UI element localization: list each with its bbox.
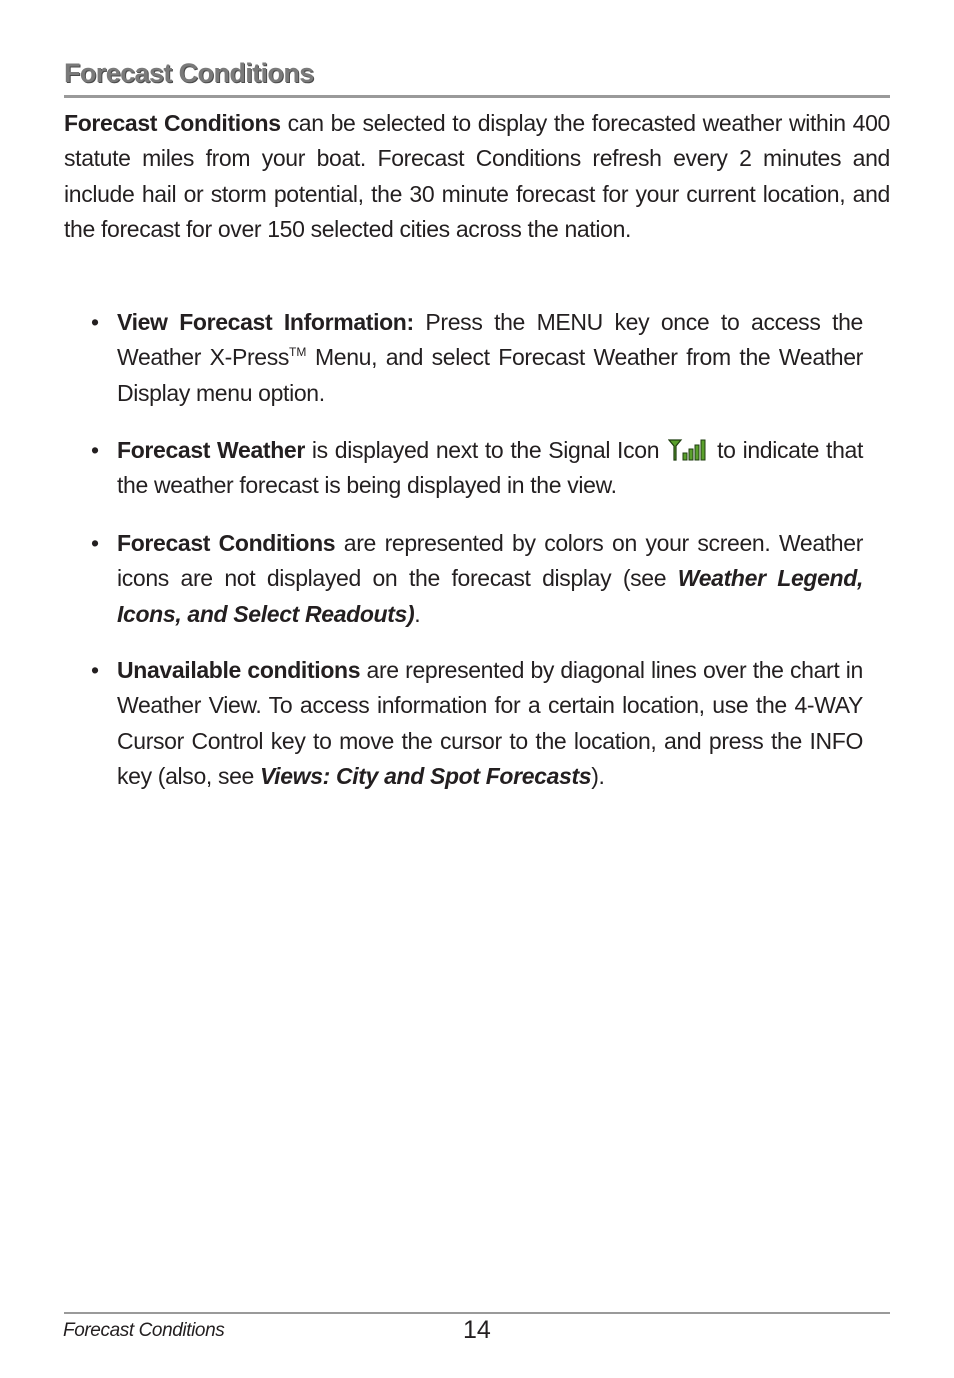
bullet-marker: • (91, 309, 100, 335)
bullet-bold-term: View Forecast Information: (117, 309, 414, 335)
cross-reference: Weather Legend, Icons, and Select Readouts) (117, 565, 863, 627)
bullet-text: ). (591, 762, 605, 789)
intro-paragraph (64, 106, 890, 247)
bullet-bold-term: Forecast Conditions (117, 530, 336, 556)
bullet-marker: • (91, 530, 100, 556)
intro-bold-term: Forecast Conditions (64, 110, 281, 136)
bullet-marker: • (91, 657, 100, 683)
intro-text: can be selected to display the forecasted weather within 400 statute miles from your boat. Forecast Conditions refresh every 2 minutes and include hail or storm potential, the 30 minute forecast for your current location, and the forecast for over 150 selected cities across the nation. (64, 110, 890, 242)
bullet-text: Menu, and select Forecast Weather from the Weather Display menu option. (117, 344, 863, 406)
footer-section-title: Forecast Conditions (63, 1320, 225, 1341)
footer-rule (64, 1312, 890, 1314)
bullet-bold-term: Unavailable conditions (117, 657, 361, 683)
bullet-view-forecast-information (117, 305, 863, 411)
heading-rule (64, 95, 890, 98)
bullet-text: to indicate that the weather forecast is being displayed in the view. (117, 437, 863, 499)
cross-reference: Views: City and Spot Forecasts (260, 762, 592, 789)
bullet-unavailable-conditions (117, 653, 863, 794)
bullet-forecast-weather (117, 433, 863, 504)
trademark-mark: TM (289, 345, 307, 360)
bullet-bold-term: Forecast Weather (117, 437, 305, 463)
signal-strength-icon (668, 437, 708, 461)
bullet-marker: • (91, 437, 100, 463)
bullet-text: are represented by colors on your screen. Weather icons are not displayed on the forecast display (see (117, 530, 863, 592)
bullet-text: is displayed next to the Signal Icon (304, 437, 667, 463)
bullet-text: . (414, 600, 421, 627)
bullet-forecast-conditions (117, 526, 863, 632)
page-number: 14 (463, 1316, 491, 1344)
section-heading: Forecast Conditions (64, 58, 314, 88)
bullet-text: are represented by diagonal lines over the chart in Weather View. To access information for a certain location, use the 4-WAY Cursor Control key to move the cursor to the location, and press the INFO key (also, see (117, 657, 863, 789)
bullet-text: Press the MENU key once to access the Weather X-Press (117, 309, 864, 371)
